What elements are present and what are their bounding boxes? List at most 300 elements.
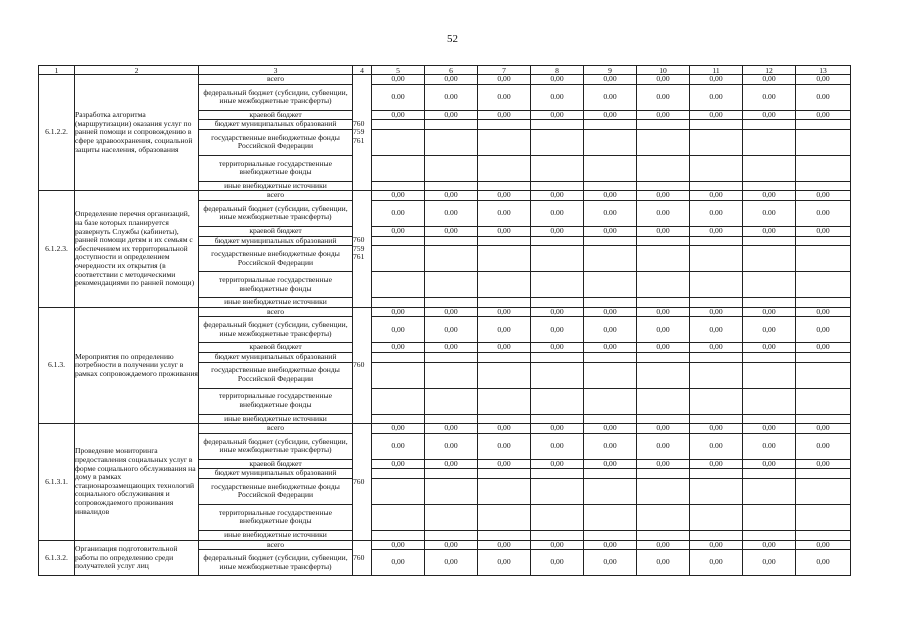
amount-cell bbox=[637, 478, 690, 504]
funding-source-label: государственные внебюджетные фонды Российской Федерации bbox=[199, 478, 353, 504]
amount-cell bbox=[531, 414, 584, 424]
amount-cell bbox=[584, 362, 637, 388]
amount-cell bbox=[743, 362, 796, 388]
budget-table bbox=[38, 65, 851, 576]
amount-cell bbox=[796, 236, 851, 246]
section-name: Проведение мониторинга предоставления социальных услуг в форме социального обслуживания на дому в рамках стационарозамещающих технологий социального обслуживания и сопровождаемого проживания инвалидов bbox=[75, 424, 199, 540]
amount-cell: 0,00 bbox=[743, 226, 796, 236]
amount-cell bbox=[743, 181, 796, 191]
amount-cell bbox=[372, 388, 425, 414]
amount-cell bbox=[531, 478, 584, 504]
amount-cell bbox=[637, 352, 690, 362]
amount-cell bbox=[478, 129, 531, 155]
amount-cell: 0,00 bbox=[372, 459, 425, 469]
section-name: Организация подготовительной работы по определению среди получателей услуг лиц bbox=[75, 540, 199, 576]
amount-cell bbox=[743, 272, 796, 298]
table-row bbox=[39, 540, 851, 550]
amount-cell bbox=[372, 236, 425, 246]
kbk-code: 760 bbox=[353, 307, 372, 423]
amount-cell bbox=[690, 469, 743, 479]
amount-cell: 0,00 bbox=[743, 110, 796, 120]
amount-cell: 0.00 bbox=[743, 200, 796, 226]
amount-cell bbox=[690, 352, 743, 362]
amount-cell: 0.00 bbox=[690, 200, 743, 226]
amount-cell: 0,00 bbox=[584, 424, 637, 434]
funding-source-label: всего bbox=[199, 191, 353, 201]
funding-source-label: бюджет муниципальных образований bbox=[199, 236, 353, 246]
amount-cell bbox=[743, 469, 796, 479]
amount-cell: 0,00 bbox=[478, 317, 531, 343]
funding-source-label: территориальные государственные внебюджетные фонды bbox=[199, 155, 353, 181]
column-header: 13 bbox=[796, 66, 851, 75]
amount-cell bbox=[637, 236, 690, 246]
amount-cell: 0.00 bbox=[796, 84, 851, 110]
amount-cell bbox=[372, 469, 425, 479]
amount-cell bbox=[531, 298, 584, 308]
amount-cell bbox=[637, 120, 690, 130]
amount-cell: 0.00 bbox=[425, 433, 478, 459]
column-header: 1 bbox=[39, 66, 75, 75]
amount-cell bbox=[531, 469, 584, 479]
amount-cell: 0,00 bbox=[478, 226, 531, 236]
funding-source-label: краевой бюджет bbox=[199, 459, 353, 469]
amount-cell: 0.00 bbox=[372, 433, 425, 459]
column-header: 8 bbox=[531, 66, 584, 75]
funding-source-label: краевой бюджет bbox=[199, 343, 353, 353]
funding-source-label: федеральный бюджет (субсидии, субвенции, иные межбюджетные трансферты) bbox=[199, 433, 353, 459]
amount-cell bbox=[531, 246, 584, 272]
amount-cell bbox=[478, 478, 531, 504]
amount-cell: 0,00 bbox=[690, 110, 743, 120]
amount-cell: 0,00 bbox=[637, 110, 690, 120]
amount-cell bbox=[531, 120, 584, 130]
amount-cell: 0,00 bbox=[584, 75, 637, 85]
amount-cell bbox=[796, 120, 851, 130]
amount-cell bbox=[478, 469, 531, 479]
amount-cell: 0,00 bbox=[690, 540, 743, 550]
amount-cell: 0,00 bbox=[690, 424, 743, 434]
amount-cell bbox=[478, 236, 531, 246]
amount-cell bbox=[796, 181, 851, 191]
section-name: Определение перечня организаций, на базе которых планируется развернуть Службы (кабинеты), ранней помощи детям и их семьям с обеспечением их территориальной доступности и определением очередности их открытия (в соответствии с методическими рекомендациями по ранней помощи) bbox=[75, 191, 199, 307]
amount-cell: 0,00 bbox=[372, 226, 425, 236]
kbk-code: 760 bbox=[353, 540, 372, 576]
column-header: 7 bbox=[478, 66, 531, 75]
amount-cell: 0,00 bbox=[637, 550, 690, 576]
amount-cell: 0.00 bbox=[531, 200, 584, 226]
amount-cell bbox=[531, 129, 584, 155]
funding-source-label: бюджет муниципальных образований bbox=[199, 352, 353, 362]
amount-cell bbox=[637, 155, 690, 181]
amount-cell bbox=[372, 129, 425, 155]
amount-cell: 0,00 bbox=[690, 75, 743, 85]
amount-cell bbox=[690, 362, 743, 388]
column-header-row bbox=[39, 66, 851, 75]
amount-cell bbox=[637, 388, 690, 414]
amount-cell: 0,00 bbox=[690, 226, 743, 236]
column-header: 6 bbox=[425, 66, 478, 75]
amount-cell bbox=[690, 388, 743, 414]
amount-cell bbox=[743, 298, 796, 308]
funding-source-label: иные внебюджетные источники bbox=[199, 414, 353, 424]
amount-cell bbox=[637, 362, 690, 388]
amount-cell bbox=[372, 272, 425, 298]
kbk-code: 760 759 761 bbox=[353, 191, 372, 307]
column-header: 9 bbox=[584, 66, 637, 75]
amount-cell: 0,00 bbox=[743, 317, 796, 343]
amount-cell: 0,00 bbox=[531, 424, 584, 434]
amount-cell bbox=[531, 388, 584, 414]
amount-cell: 0.00 bbox=[584, 433, 637, 459]
amount-cell: 0,00 bbox=[478, 550, 531, 576]
amount-cell bbox=[478, 362, 531, 388]
section-name: Мероприятия по определению потребности в получении услуг в рамках сопровождаемого проживания bbox=[75, 307, 199, 423]
amount-cell: 0.00 bbox=[372, 200, 425, 226]
amount-cell bbox=[637, 181, 690, 191]
amount-cell: 0,00 bbox=[796, 424, 851, 434]
amount-cell bbox=[478, 504, 531, 530]
amount-cell: 0,00 bbox=[584, 191, 637, 201]
amount-cell bbox=[796, 298, 851, 308]
table-row bbox=[39, 424, 851, 434]
amount-cell bbox=[425, 236, 478, 246]
funding-source-label: всего bbox=[199, 540, 353, 550]
amount-cell bbox=[425, 155, 478, 181]
amount-cell bbox=[531, 530, 584, 540]
amount-cell: 0,00 bbox=[637, 343, 690, 353]
amount-cell bbox=[531, 155, 584, 181]
section-name: Разработка алгоритма (маршрутизации) оказания услуг по ранней помощи и сопровождению в сфере здравоохранения, социальной защиты населения, образования bbox=[75, 75, 199, 191]
amount-cell: 0.00 bbox=[796, 433, 851, 459]
amount-cell bbox=[478, 181, 531, 191]
amount-cell: 0.00 bbox=[531, 433, 584, 459]
amount-cell: 0.00 bbox=[372, 84, 425, 110]
funding-source-label: иные внебюджетные источники bbox=[199, 181, 353, 191]
amount-cell bbox=[372, 414, 425, 424]
amount-cell bbox=[425, 414, 478, 424]
amount-cell: 0,00 bbox=[425, 550, 478, 576]
amount-cell: 0,00 bbox=[531, 75, 584, 85]
amount-cell: 0,00 bbox=[478, 75, 531, 85]
amount-cell bbox=[372, 504, 425, 530]
amount-cell: 0,00 bbox=[425, 459, 478, 469]
amount-cell: 0,00 bbox=[478, 459, 531, 469]
amount-cell: 0,00 bbox=[372, 343, 425, 353]
amount-cell: 0,00 bbox=[690, 317, 743, 343]
amount-cell: 0.00 bbox=[478, 84, 531, 110]
amount-cell bbox=[690, 246, 743, 272]
funding-source-label: бюджет муниципальных образований bbox=[199, 120, 353, 130]
funding-source-label: всего bbox=[199, 307, 353, 317]
amount-cell bbox=[690, 272, 743, 298]
amount-cell bbox=[584, 530, 637, 540]
amount-cell: 0,00 bbox=[743, 424, 796, 434]
amount-cell bbox=[690, 181, 743, 191]
amount-cell: 0,00 bbox=[796, 550, 851, 576]
column-header: 10 bbox=[637, 66, 690, 75]
amount-cell bbox=[743, 155, 796, 181]
column-header: 4 bbox=[353, 66, 372, 75]
amount-cell bbox=[478, 530, 531, 540]
amount-cell bbox=[372, 120, 425, 130]
amount-cell bbox=[743, 352, 796, 362]
amount-cell: 0,00 bbox=[637, 226, 690, 236]
amount-cell bbox=[478, 298, 531, 308]
amount-cell bbox=[584, 155, 637, 181]
amount-cell: 0,00 bbox=[372, 424, 425, 434]
amount-cell bbox=[372, 478, 425, 504]
amount-cell bbox=[690, 155, 743, 181]
funding-source-label: государственные внебюджетные фонды Российской Федерации bbox=[199, 129, 353, 155]
amount-cell: 0,00 bbox=[584, 307, 637, 317]
amount-cell bbox=[372, 181, 425, 191]
section-code: 6.1.2.2. bbox=[39, 75, 75, 191]
funding-source-label: всего bbox=[199, 75, 353, 85]
amount-cell: 0,00 bbox=[637, 459, 690, 469]
amount-cell: 0,00 bbox=[690, 550, 743, 576]
amount-cell bbox=[637, 414, 690, 424]
funding-source-label: краевой бюджет bbox=[199, 226, 353, 236]
kbk-code: 760 759 761 bbox=[353, 75, 372, 191]
funding-source-label: иные внебюджетные источники bbox=[199, 530, 353, 540]
amount-cell bbox=[796, 129, 851, 155]
amount-cell: 0.00 bbox=[690, 433, 743, 459]
amount-cell: 0,00 bbox=[531, 226, 584, 236]
amount-cell bbox=[796, 246, 851, 272]
amount-cell bbox=[690, 236, 743, 246]
column-header: 5 bbox=[372, 66, 425, 75]
amount-cell bbox=[478, 352, 531, 362]
amount-cell: 0,00 bbox=[478, 191, 531, 201]
amount-cell: 0,00 bbox=[478, 110, 531, 120]
amount-cell bbox=[796, 414, 851, 424]
amount-cell bbox=[796, 362, 851, 388]
amount-cell bbox=[372, 298, 425, 308]
amount-cell: 0,00 bbox=[743, 307, 796, 317]
amount-cell: 0,00 bbox=[637, 75, 690, 85]
amount-cell bbox=[372, 246, 425, 272]
amount-cell bbox=[425, 388, 478, 414]
section-code: 6.1.3. bbox=[39, 307, 75, 423]
amount-cell: 0.00 bbox=[743, 433, 796, 459]
amount-cell bbox=[584, 129, 637, 155]
amount-cell bbox=[637, 246, 690, 272]
amount-cell: 0,00 bbox=[531, 343, 584, 353]
amount-cell: 0,00 bbox=[531, 459, 584, 469]
amount-cell: 0,00 bbox=[478, 343, 531, 353]
amount-cell bbox=[425, 362, 478, 388]
amount-cell bbox=[372, 155, 425, 181]
funding-source-label: территориальные государственные внебюджетные фонды bbox=[199, 504, 353, 530]
amount-cell: 0,00 bbox=[796, 226, 851, 236]
funding-source-label: федеральный бюджет (субсидии, субвенции, иные межбюджетные трансферты) bbox=[199, 200, 353, 226]
amount-cell: 0,00 bbox=[531, 191, 584, 201]
amount-cell bbox=[584, 414, 637, 424]
amount-cell bbox=[531, 272, 584, 298]
amount-cell bbox=[425, 246, 478, 272]
column-header: 11 bbox=[690, 66, 743, 75]
amount-cell bbox=[531, 181, 584, 191]
amount-cell: 0,00 bbox=[584, 343, 637, 353]
amount-cell: 0.00 bbox=[743, 84, 796, 110]
amount-cell bbox=[425, 469, 478, 479]
amount-cell bbox=[372, 362, 425, 388]
amount-cell: 0,00 bbox=[743, 459, 796, 469]
amount-cell bbox=[743, 246, 796, 272]
amount-cell bbox=[425, 478, 478, 504]
amount-cell: 0,00 bbox=[637, 424, 690, 434]
amount-cell bbox=[584, 478, 637, 504]
funding-source-label: федеральный бюджет (субсидии, субвенции, иные межбюджетные трансферты) bbox=[199, 317, 353, 343]
funding-source-label: иные внебюджетные источники bbox=[199, 298, 353, 308]
amount-cell: 0,00 bbox=[531, 540, 584, 550]
amount-cell: 0,00 bbox=[584, 226, 637, 236]
amount-cell: 0,00 bbox=[637, 540, 690, 550]
amount-cell bbox=[531, 352, 584, 362]
amount-cell: 0.00 bbox=[637, 200, 690, 226]
funding-source-label: федеральный бюджет (субсидии, субвенции, иные межбюджетные трансферты) bbox=[199, 84, 353, 110]
amount-cell bbox=[796, 352, 851, 362]
amount-cell bbox=[584, 388, 637, 414]
amount-cell: 0,00 bbox=[372, 307, 425, 317]
section-code: 6.1.3.2. bbox=[39, 540, 75, 576]
amount-cell bbox=[743, 530, 796, 540]
amount-cell: 0,00 bbox=[796, 317, 851, 343]
amount-cell: 0,00 bbox=[531, 550, 584, 576]
amount-cell bbox=[796, 272, 851, 298]
amount-cell bbox=[372, 530, 425, 540]
amount-cell bbox=[478, 120, 531, 130]
amount-cell: 0,00 bbox=[425, 540, 478, 550]
amount-cell: 0,00 bbox=[372, 317, 425, 343]
amount-cell bbox=[425, 530, 478, 540]
amount-cell: 0,00 bbox=[531, 317, 584, 343]
funding-source-label: государственные внебюджетные фонды Российской Федерации bbox=[199, 362, 353, 388]
column-header: 12 bbox=[743, 66, 796, 75]
amount-cell bbox=[690, 504, 743, 530]
table-row bbox=[39, 75, 851, 85]
amount-cell bbox=[796, 155, 851, 181]
amount-cell: 0,00 bbox=[425, 75, 478, 85]
amount-cell bbox=[743, 236, 796, 246]
table-body bbox=[39, 75, 851, 576]
amount-cell bbox=[425, 504, 478, 530]
amount-cell: 0,00 bbox=[690, 459, 743, 469]
amount-cell: 0,00 bbox=[743, 191, 796, 201]
amount-cell: 0,00 bbox=[584, 317, 637, 343]
amount-cell bbox=[637, 129, 690, 155]
amount-cell: 0,00 bbox=[637, 191, 690, 201]
amount-cell: 0,00 bbox=[796, 110, 851, 120]
amount-cell bbox=[796, 478, 851, 504]
table-row bbox=[39, 191, 851, 201]
amount-cell: 0,00 bbox=[425, 343, 478, 353]
amount-cell: 0,00 bbox=[478, 540, 531, 550]
amount-cell bbox=[584, 120, 637, 130]
amount-cell bbox=[796, 388, 851, 414]
funding-source-label: федеральный бюджет (субсидии, субвенции, иные межбюджетные трансферты) bbox=[199, 550, 353, 576]
amount-cell: 0,00 bbox=[478, 307, 531, 317]
amount-cell: 0,00 bbox=[796, 75, 851, 85]
amount-cell bbox=[690, 530, 743, 540]
amount-cell bbox=[478, 388, 531, 414]
amount-cell: 0,00 bbox=[372, 110, 425, 120]
amount-cell: 0,00 bbox=[425, 110, 478, 120]
amount-cell bbox=[690, 129, 743, 155]
funding-source-label: территориальные государственные внебюджетные фонды bbox=[199, 388, 353, 414]
amount-cell bbox=[690, 120, 743, 130]
amount-cell bbox=[743, 120, 796, 130]
amount-cell: 0.00 bbox=[425, 84, 478, 110]
amount-cell bbox=[584, 352, 637, 362]
funding-source-label: краевой бюджет bbox=[199, 110, 353, 120]
amount-cell bbox=[743, 388, 796, 414]
amount-cell bbox=[796, 469, 851, 479]
amount-cell: 0,00 bbox=[690, 343, 743, 353]
amount-cell bbox=[425, 129, 478, 155]
amount-cell: 0.00 bbox=[478, 433, 531, 459]
amount-cell: 0,00 bbox=[372, 191, 425, 201]
amount-cell: 0,00 bbox=[425, 307, 478, 317]
amount-cell: 0,00 bbox=[531, 307, 584, 317]
funding-source-label: территориальные государственные внебюджетные фонды bbox=[199, 272, 353, 298]
funding-source-label: государственные внебюджетные фонды Российской Федерации bbox=[199, 246, 353, 272]
section-code: 6.1.3.1. bbox=[39, 424, 75, 540]
amount-cell bbox=[796, 530, 851, 540]
amount-cell: 0,00 bbox=[796, 307, 851, 317]
amount-cell bbox=[584, 246, 637, 272]
amount-cell bbox=[743, 414, 796, 424]
amount-cell bbox=[478, 414, 531, 424]
column-header: 3 bbox=[199, 66, 353, 75]
amount-cell bbox=[690, 478, 743, 504]
amount-cell bbox=[531, 504, 584, 530]
amount-cell bbox=[743, 504, 796, 530]
funding-source-label: бюджет муниципальных образований bbox=[199, 469, 353, 479]
amount-cell bbox=[584, 272, 637, 298]
amount-cell: 0.00 bbox=[637, 433, 690, 459]
amount-cell: 0,00 bbox=[584, 110, 637, 120]
amount-cell: 0,00 bbox=[796, 343, 851, 353]
amount-cell: 0,00 bbox=[690, 191, 743, 201]
amount-cell bbox=[531, 236, 584, 246]
amount-cell: 0,00 bbox=[372, 540, 425, 550]
amount-cell bbox=[743, 478, 796, 504]
amount-cell: 0.00 bbox=[584, 84, 637, 110]
amount-cell: 0.00 bbox=[690, 84, 743, 110]
amount-cell bbox=[637, 504, 690, 530]
amount-cell: 0,00 bbox=[425, 424, 478, 434]
amount-cell: 0,00 bbox=[743, 343, 796, 353]
amount-cell: 0.00 bbox=[637, 84, 690, 110]
amount-cell bbox=[690, 298, 743, 308]
amount-cell bbox=[796, 504, 851, 530]
table-row bbox=[39, 307, 851, 317]
amount-cell: 0.00 bbox=[478, 200, 531, 226]
amount-cell bbox=[584, 236, 637, 246]
amount-cell bbox=[690, 414, 743, 424]
amount-cell bbox=[584, 469, 637, 479]
amount-cell: 0,00 bbox=[584, 540, 637, 550]
amount-cell bbox=[531, 362, 584, 388]
amount-cell: 0,00 bbox=[690, 307, 743, 317]
amount-cell: 0,00 bbox=[743, 540, 796, 550]
amount-cell bbox=[584, 504, 637, 530]
amount-cell: 0,00 bbox=[425, 191, 478, 201]
amount-cell: 0,00 bbox=[637, 317, 690, 343]
column-header: 2 bbox=[75, 66, 199, 75]
amount-cell bbox=[372, 352, 425, 362]
